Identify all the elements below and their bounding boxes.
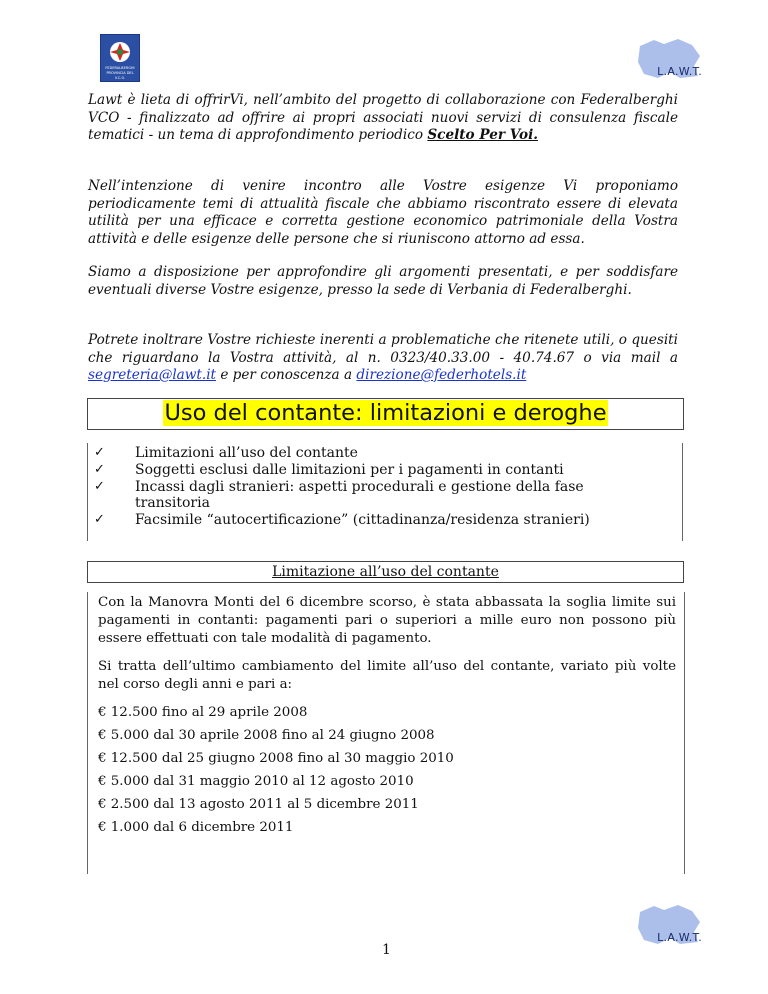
- checklist-item-label: Facsimile “autocertificazione” (cittadinanza/residenza stranieri): [135, 512, 590, 528]
- limit-item: € 5.000 dal 31 maggio 2010 al 12 agosto 2010: [98, 774, 414, 789]
- checkmark-icon: ✓: [94, 479, 105, 494]
- intro-paragraph-2: Nell’intenzione di venire incontro alle Vostre esigenze Vi proponiamo periodicamente temi di attualità fiscale che abbiamo riscontrato essere di elevata utilità per una efficace e corretta gestione economico patrimoniale della Vostra attività e delle esigenze delle persone che si riuniscono attorno ad essa.: [88, 178, 678, 247]
- checkmark-icon: ✓: [94, 462, 105, 477]
- checklist-item-label: Limitazioni all’uso del contante: [135, 445, 358, 461]
- intro-text-1: Lawt è lieta di offrirVi, nell’ambito del progetto di collaborazione con Federalberghi VCO - finalizzato ad offrire ai propri associati nuovi servizi di consulenza fiscale tematici - un tema di approfondimento periodico: [88, 92, 678, 143]
- checklist-right-border: [682, 443, 683, 541]
- lawt-logo-top: [634, 36, 706, 82]
- checkmark-icon: ✓: [94, 512, 105, 527]
- checklist-left-border: [87, 443, 88, 541]
- limit-item: € 12.500 fino al 29 aprile 2008: [98, 705, 308, 720]
- section-paragraph-2: Si tratta dell’ultimo cambiamento del limite all’uso del contante, variato più volte nel corso degli anni e pari a:: [98, 659, 676, 692]
- intro-paragraph-1: [88, 92, 678, 145]
- section-body: [87, 592, 685, 874]
- intro-text-4b: e per conoscenza a: [216, 367, 357, 383]
- intro-paragraph-3: Siamo a disposizione per approfondire gli argomenti presentati, e per soddisfare eventuali diverse Vostre esigenze, presso la sede di Verbania di Federalberghi.: [88, 264, 678, 298]
- scelto-per-voi-label: Scelto Per Voi.: [427, 127, 539, 143]
- section-paragraph-1: Con la Manovra Monti del 6 dicembre scorso, è stata abbassata la soglia limite sui pagamenti in contanti: pagamenti pari o superiori a mille euro non possono più essere effettuati con tale modalità di pagamento.: [98, 595, 676, 646]
- document-title: Uso del contante: limitazioni e deroghe: [164, 400, 607, 426]
- lawt-logo-text: L.A.W.T.: [657, 931, 702, 944]
- federalberghi-logo: [100, 34, 140, 82]
- email-link-segreteria[interactable]: segreteria@lawt.it: [88, 367, 216, 383]
- federalberghi-emblem-icon: [107, 40, 133, 64]
- lawt-logo-bottom: [634, 902, 706, 948]
- lawt-logo-text: L.A.W.T.: [657, 65, 702, 78]
- federalberghi-logo-caption: FEDERALBERGHI PROVINCIA DEL V.C.O.: [105, 66, 135, 80]
- limit-item: € 12.500 dal 25 giugno 2008 fino al 30 maggio 2010: [98, 751, 454, 766]
- limit-item: € 1.000 dal 6 dicembre 2011: [98, 820, 294, 835]
- topics-checklist: [87, 443, 683, 541]
- email-link-direzione[interactable]: direzione@federhotels.it: [356, 367, 527, 383]
- checklist-item-label: Incassi dagli stranieri: aspetti procedurali e gestione della fase transitoria: [135, 479, 584, 511]
- section-heading-box: [87, 561, 684, 583]
- intro-paragraph-4: [88, 332, 678, 385]
- page-number: 1: [382, 942, 391, 958]
- checklist-item-label: Soggetti esclusi dalle limitazioni per i pagamenti in contanti: [135, 462, 564, 478]
- checkmark-icon: ✓: [94, 445, 105, 460]
- intro-text-4a: Potrete inoltrare Vostre richieste inerenti a problematiche che ritenete utili, o quesiti che riguardano la Vostra attività, al n. 0323/40.33.00 - 40.74.67 o via mail a: [88, 332, 678, 366]
- section-heading: Limitazione all’uso del contante: [272, 564, 499, 580]
- limit-item: € 2.500 dal 13 agosto 2011 al 5 dicembre 2011: [98, 797, 419, 812]
- limit-item: € 5.000 dal 30 aprile 2008 fino al 24 giugno 2008: [98, 728, 435, 743]
- document-title-box: [87, 398, 684, 430]
